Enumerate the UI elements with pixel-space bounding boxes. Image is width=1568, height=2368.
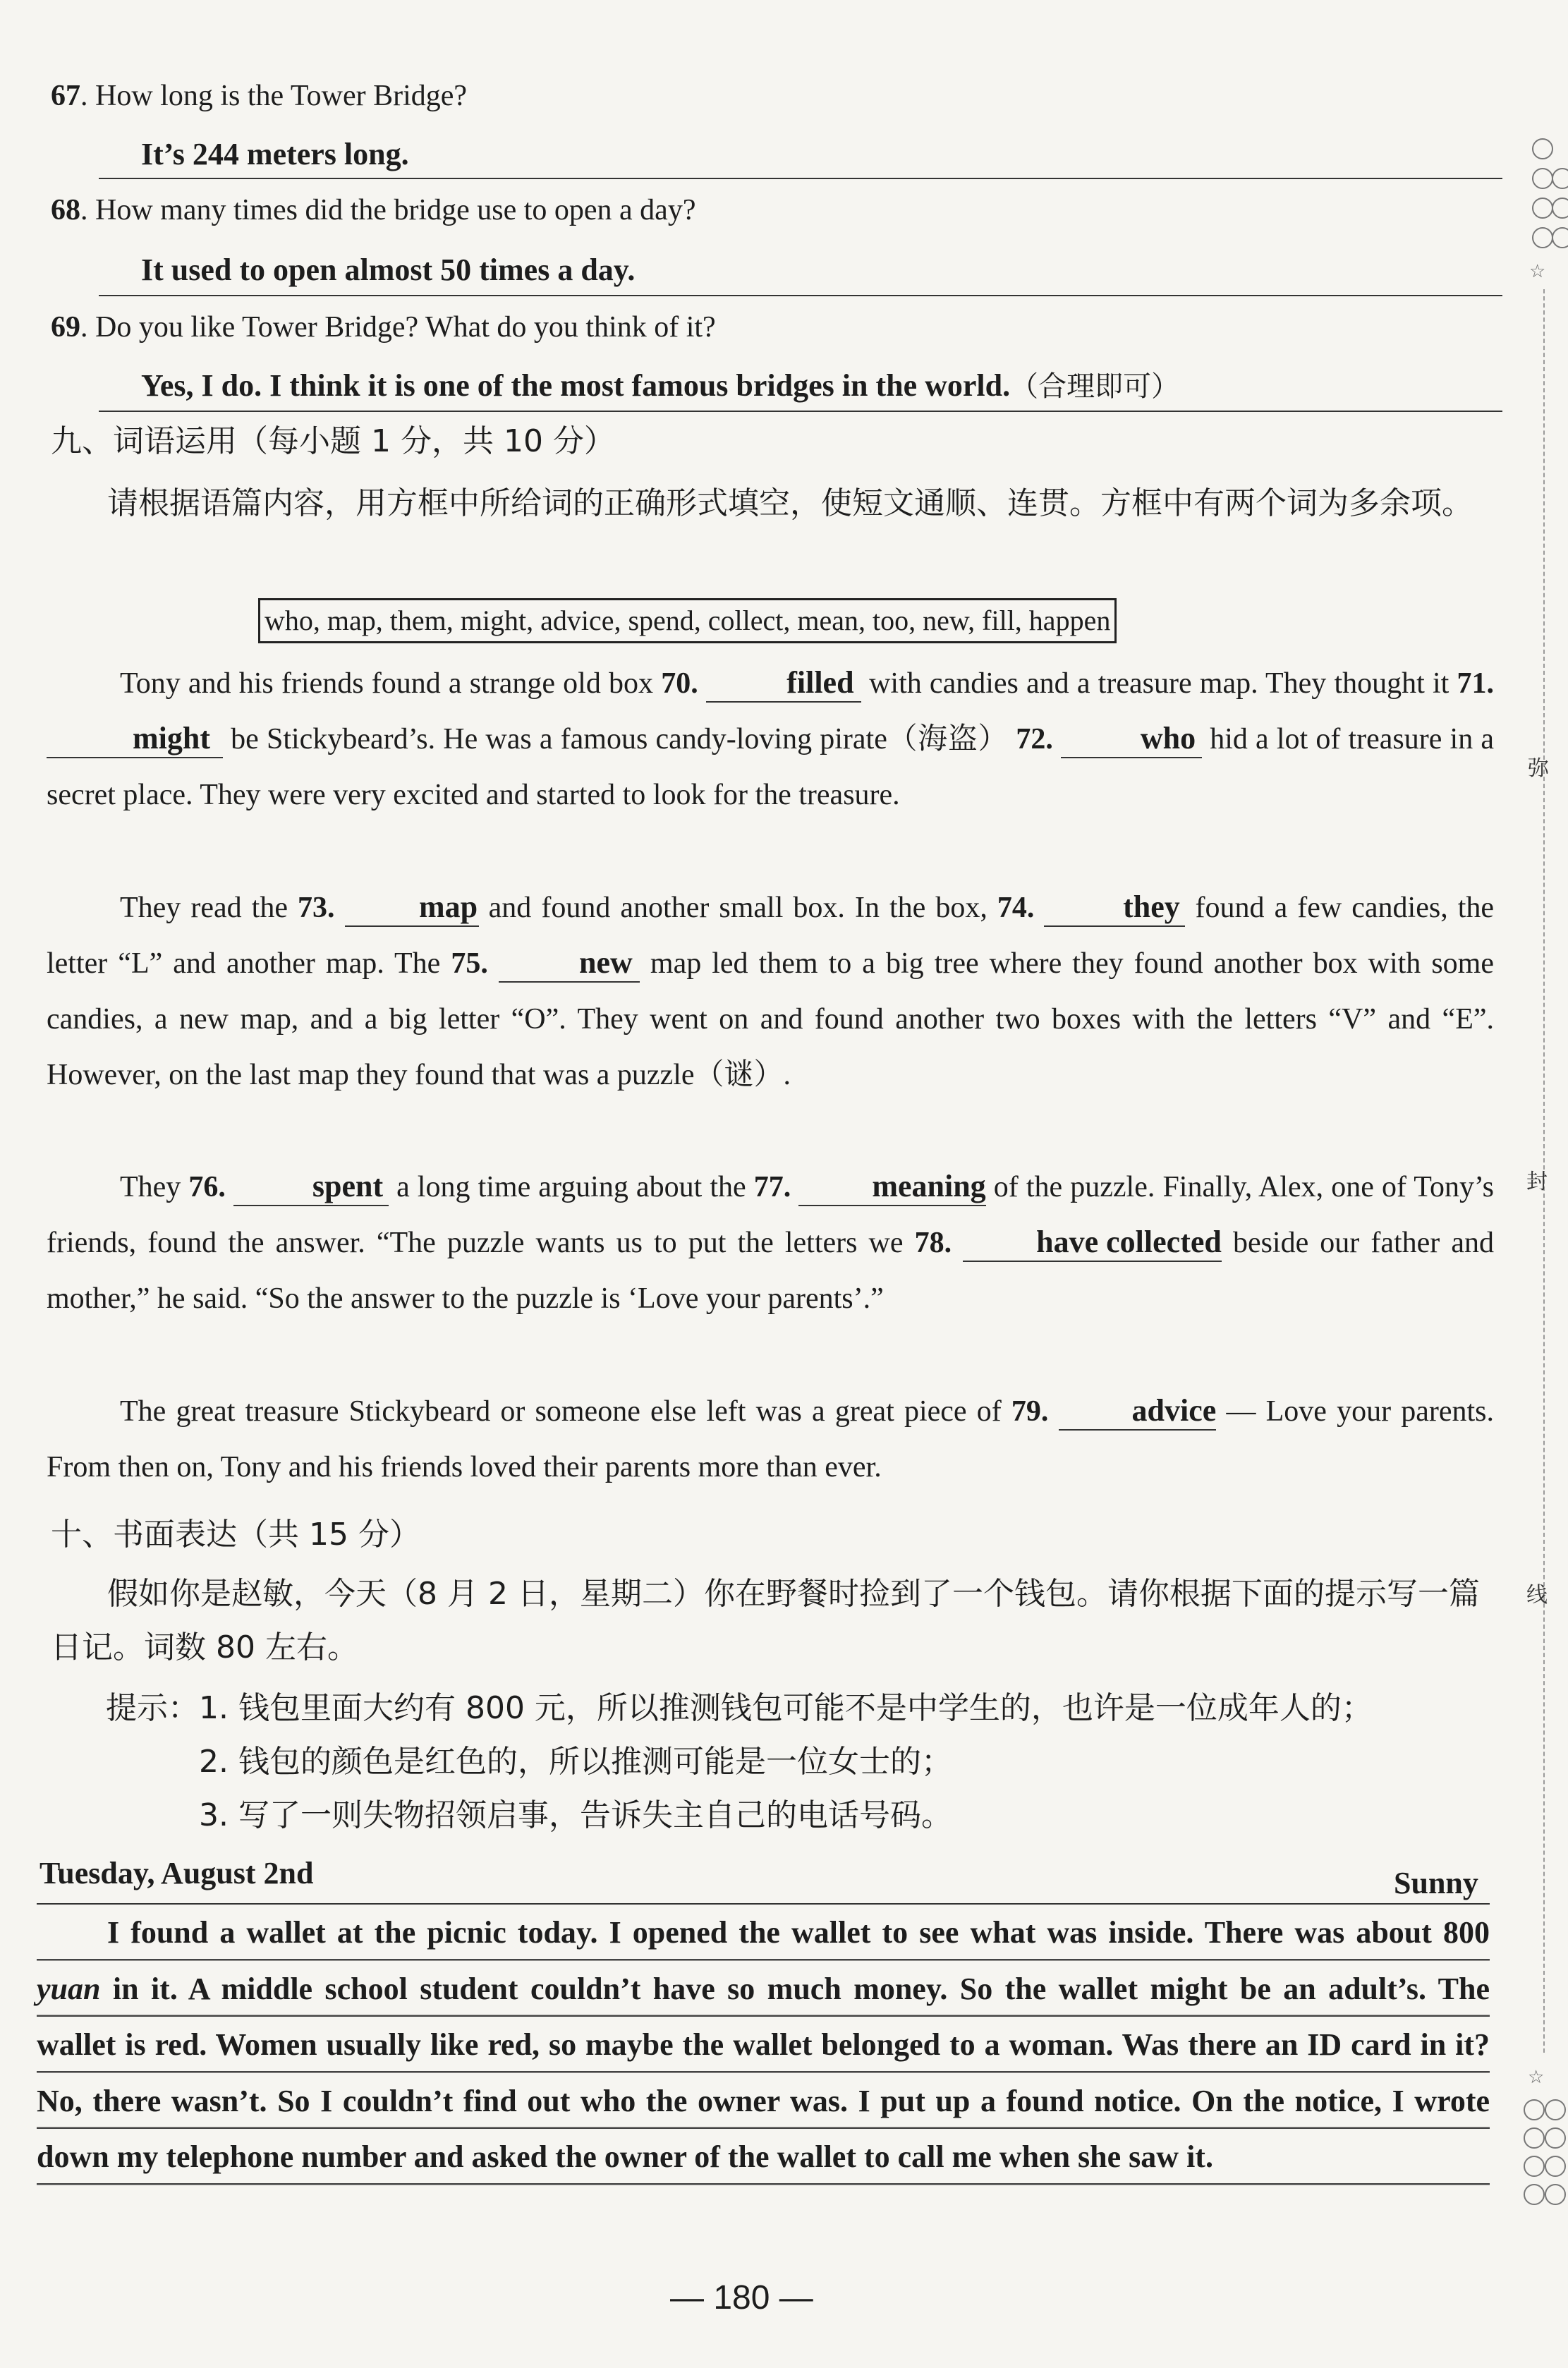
answer-line-69: [99, 411, 1502, 412]
hint-3: 3. 写了一则失物招领启事，告诉失主自己的电话号码。: [199, 1797, 952, 1833]
diary-date: Tuesday, August 2nd: [39, 1856, 314, 1890]
page-number: — 180 —: [670, 2279, 813, 2317]
binding-circle: [1532, 198, 1553, 219]
section-9-instruction: 请根据语篇内容，用方框中所给词的正确形式填空，使短文通顺、连贯。方框中有两个词为多余项。: [107, 485, 1473, 521]
binding-circle: [1545, 2184, 1566, 2205]
section-10-instruction: 假如你是赵敏，今天（8 月 2 日，星期二）你在野餐时捡到了一个钱包。请你根据下面的提示写一篇日记。词数 80 左右。: [51, 1576, 1480, 1665]
hint-label: 提示：: [106, 1690, 199, 1726]
section-10-title: 十、书面表达（共 15 分）: [51, 1517, 420, 1553]
blank-77[interactable]: meaning: [798, 1168, 985, 1206]
binding-circle: [1552, 227, 1568, 248]
binding-circle: [1545, 2127, 1566, 2149]
binding-circle: [1524, 2156, 1545, 2177]
binding-circle: [1545, 2099, 1566, 2120]
hint-1: 1. 钱包里面大约有 800 元，所以推测钱包可能不是中学生的，也许是一位成年人的；: [199, 1690, 1373, 1726]
binding-circle: [1532, 227, 1553, 248]
diary-body: I found a wallet at the picnic today. I opened the wallet to see what was inside. There was about 800 yuan in it. A middle school student couldn’t have so much money. So the wallet might be an adult’s. The wallet is red. Women usually like red, so maybe the wallet belonged to a woman. Was there an ID card in it? No, there wasn’t. So I couldn’t find out who the owner was. I put up a found notice. On the notice, I wrote down my telephone number and asked the owner of the wallet to call me when she saw it.: [37, 1905, 1490, 2185]
word-box: who, map, them, might, advice, spend, collect, mean, too, new, fill, happen: [258, 598, 1117, 643]
blank-70[interactable]: filled: [706, 664, 861, 703]
answer-68: It used to open almost 50 times a day.: [141, 253, 636, 287]
hint-2: 2. 钱包的颜色是红色的，所以推测可能是一位女士的；: [199, 1744, 952, 1780]
side-label-feng: 封: [1526, 1170, 1548, 1194]
cloze-paragraph-2: They read the 73. map and found another small box. In the box, 74. they found a few candies, the letter “L” and another map. The 75. new map led them to a big tree where they found another box with some candies, a new map, and a big letter “O”. They went on and found another two boxes with the letters “V” and “E”. However, on the last map they found that was a puzzle（谜）.: [47, 889, 1495, 1091]
diary-weather: Sunny: [1394, 1866, 1478, 1900]
section-9-title: 九、词语运用（每小题 1 分，共 10 分）: [51, 423, 615, 459]
blank-79[interactable]: advice: [1059, 1392, 1217, 1431]
star-icon: ☆: [1528, 2067, 1545, 2088]
binding-circle: [1524, 2184, 1545, 2205]
binding-circle: [1524, 2127, 1545, 2149]
answer-69: Yes, I do. I think it is one of the most famous bridges in the world.（合理即可）: [141, 368, 1180, 403]
question-69: 69. Do you like Tower Bridge? What do you think of it?: [51, 311, 716, 344]
star-icon: ☆: [1529, 261, 1546, 282]
blank-71[interactable]: might: [47, 720, 223, 758]
blank-76[interactable]: spent: [233, 1168, 389, 1206]
blank-74[interactable]: they: [1044, 889, 1185, 927]
blank-72[interactable]: who: [1061, 720, 1202, 758]
answer-line-67: [99, 178, 1502, 179]
answer-line-68: [99, 295, 1502, 296]
side-label-xian: 线: [1526, 1583, 1548, 1608]
answer-67: It’s 244 meters long.: [141, 137, 409, 171]
question-67: 67. How long is the Tower Bridge?: [51, 80, 468, 112]
binding-circle: [1532, 168, 1553, 189]
binding-circle: [1532, 138, 1553, 159]
binding-circle: [1524, 2099, 1545, 2120]
blank-75[interactable]: new: [499, 945, 640, 983]
side-label-mi: 弥: [1528, 756, 1549, 781]
blank-73[interactable]: map: [345, 889, 479, 927]
cloze-paragraph-4: The great treasure Stickybeard or someone else left was a great piece of 79. advice — Love your parents. From then on, Tony and his friends loved their parents more than ever.: [47, 1393, 1495, 1483]
binding-circle: [1552, 168, 1568, 189]
blank-78[interactable]: have collected: [963, 1224, 1222, 1262]
question-68: 68. How many times did the bridge use to open a day?: [51, 194, 696, 226]
cloze-paragraph-1: Tony and his friends found a strange old box 70. filled with candies and a treasure map. They thought it 71. might be Stickybeard’s. He was a famous candy-loving pirate（海盗） 72. who hid a lot of treasure in a secret place. They were very excited and started to look for the treasure.: [47, 665, 1495, 811]
binding-circle: [1545, 2156, 1566, 2177]
cloze-paragraph-3: They 76. spent a long time arguing about the 77. meaning of the puzzle. Finally, Alex, one of Tony’s friends, found the answer. “The puzzle wants us to put the letters we 78. have collected beside our father and mother,” he said. “So the answer to the puzzle is ‘Love your parents’.”: [47, 1169, 1495, 1315]
binding-circle: [1552, 198, 1568, 219]
